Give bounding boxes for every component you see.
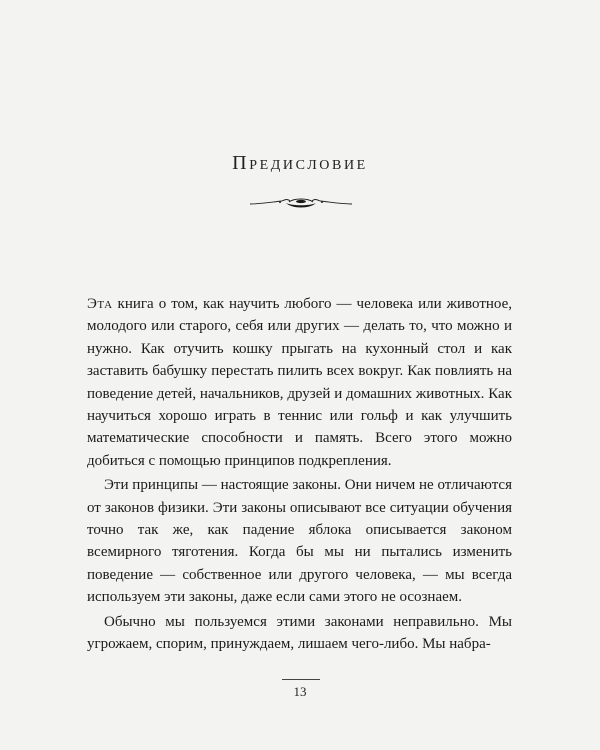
page-number: 13: [293, 684, 307, 699]
footer-rule: [282, 679, 320, 680]
body-text: [87, 293, 512, 656]
paragraph-3: Обычно мы пользуемся этими законами неправильно. Мы угрожаем, спорим, принуждаем, лишаем чего-либо. Мы набра-: [87, 613, 512, 653]
paragraph-1: [87, 293, 512, 472]
paragraph-2: Эти принципы — настоящие законы. Они ничем не отличаются от законов физики. Эти законы описывают все ситуации обучения точно так же, как падение яблока описывается законом всемирного тяготения. Когда бы мы ни пытались изменить поведение — собственное или другого человека, — мы всегда используем эти законы, даже если сами этого не осознаем.: [87, 477, 512, 606]
chapter-title: Предисловие: [232, 152, 368, 174]
paragraph-1-text: книга о том, как научить любого — человека или животное, молодого или старого, себя или других — делать то, что можно и нужно. Как отучить кошку прыгать на кухонный стол и как заставить бабушку перестать пилить всех вокруг. Как повлиять на поведение детей, начальников, друзей и домашних животных. Как научиться хорошо играть в теннис или гольф и как улучшить математические способности и память. Всего этого можно добиться с помощью принципов подкрепления.: [87, 296, 512, 469]
decorative-flourish-icon: [248, 195, 354, 211]
paragraph-lead-word: Эта: [87, 296, 113, 312]
